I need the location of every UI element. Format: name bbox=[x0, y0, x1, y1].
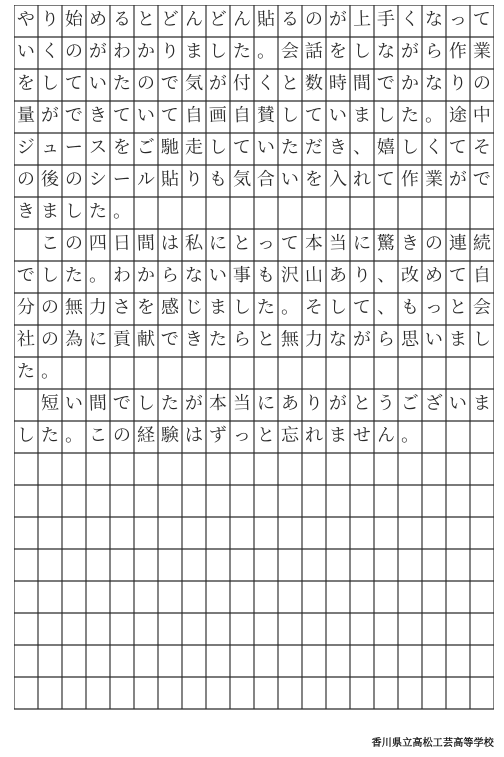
manuscript-character: 自 bbox=[232, 104, 252, 127]
manuscript-character: を bbox=[328, 40, 348, 63]
manuscript-character bbox=[301, 356, 326, 389]
manuscript-character: の bbox=[136, 72, 156, 95]
manuscript-character: っ bbox=[232, 424, 252, 447]
manuscript-character: ら bbox=[424, 40, 444, 63]
manuscript-character: 日 bbox=[112, 232, 132, 255]
manuscript-character: 思 bbox=[400, 328, 420, 351]
essay-line bbox=[14, 165, 494, 197]
handwritten-essay bbox=[14, 5, 494, 447]
manuscript-character: 自 bbox=[472, 264, 492, 287]
manuscript-character: 走 bbox=[184, 136, 204, 159]
manuscript-character: わ bbox=[112, 264, 132, 287]
manuscript-character: ま bbox=[184, 40, 204, 63]
manuscript-character: 作 bbox=[448, 40, 468, 63]
manuscript-character: ど bbox=[208, 8, 228, 31]
manuscript-character: い bbox=[136, 104, 156, 127]
manuscript-character bbox=[445, 356, 470, 389]
manuscript-character: に bbox=[256, 392, 276, 415]
manuscript-character: は bbox=[160, 232, 180, 255]
manuscript-character: れ bbox=[304, 424, 324, 447]
manuscript-character: ス bbox=[88, 136, 108, 159]
manuscript-character: 当 bbox=[232, 392, 252, 415]
manuscript-character: 驚 bbox=[376, 232, 396, 255]
manuscript-character: り bbox=[304, 392, 324, 415]
manuscript-character bbox=[445, 196, 470, 229]
manuscript-character: め bbox=[88, 8, 108, 31]
manuscript-character: い bbox=[208, 264, 228, 287]
manuscript-character: ら bbox=[376, 328, 396, 351]
manuscript-character: 時 bbox=[328, 72, 348, 95]
manuscript-character: た bbox=[400, 104, 420, 127]
manuscript-character: 沢 bbox=[280, 264, 300, 287]
manuscript-character: い bbox=[424, 328, 444, 351]
manuscript-character: た bbox=[232, 40, 252, 63]
manuscript-character: し bbox=[352, 40, 372, 63]
manuscript-character: の bbox=[64, 232, 84, 255]
manuscript-character: こ bbox=[40, 232, 60, 255]
essay-line bbox=[14, 293, 494, 325]
manuscript-character: が bbox=[328, 392, 348, 415]
manuscript-character: ん bbox=[376, 424, 396, 447]
manuscript-character bbox=[229, 356, 254, 389]
manuscript-character: を bbox=[136, 296, 156, 319]
manuscript-character: と bbox=[352, 392, 372, 415]
school-name-footer: 香川県立高松工芸高等学校 bbox=[371, 738, 494, 749]
manuscript-character: 嬉 bbox=[376, 136, 396, 159]
manuscript-character: て bbox=[472, 8, 492, 31]
manuscript-character: 手 bbox=[376, 8, 396, 31]
manuscript-character: 付 bbox=[232, 72, 252, 95]
manuscript-character: い bbox=[448, 392, 468, 415]
manuscript-character: シ bbox=[88, 168, 108, 191]
manuscript-character: に bbox=[208, 232, 228, 255]
manuscript-character: 入 bbox=[328, 168, 348, 191]
manuscript-character: 。 bbox=[64, 424, 84, 447]
essay-line bbox=[14, 101, 494, 133]
manuscript-character: で bbox=[16, 264, 36, 287]
manuscript-character: き bbox=[88, 104, 108, 127]
manuscript-character bbox=[469, 196, 494, 229]
manuscript-character: と bbox=[256, 424, 276, 447]
manuscript-character: の bbox=[40, 328, 60, 351]
manuscript-character: ル bbox=[136, 168, 156, 191]
manuscript-character bbox=[397, 196, 422, 229]
manuscript-character: 為 bbox=[64, 328, 84, 351]
manuscript-character: 間 bbox=[136, 232, 156, 255]
manuscript-character: の bbox=[472, 72, 492, 95]
manuscript-character: き bbox=[16, 200, 36, 223]
manuscript-character: も bbox=[208, 168, 228, 191]
manuscript-character: し bbox=[232, 296, 252, 319]
manuscript-character: 続 bbox=[472, 232, 492, 255]
manuscript-character: て bbox=[64, 72, 84, 95]
manuscript-character: 忘 bbox=[280, 424, 300, 447]
manuscript-character bbox=[277, 196, 302, 229]
manuscript-character bbox=[253, 356, 278, 389]
manuscript-character: 献 bbox=[136, 328, 156, 351]
essay-line bbox=[14, 5, 494, 37]
manuscript-character: の bbox=[112, 424, 132, 447]
manuscript-character: を bbox=[304, 168, 324, 191]
manuscript-character: で bbox=[160, 328, 180, 351]
essay-line bbox=[14, 261, 494, 293]
manuscript-character: が bbox=[448, 168, 468, 191]
manuscript-character: の bbox=[64, 168, 84, 191]
manuscript-character: 会 bbox=[280, 40, 300, 63]
manuscript-character: と bbox=[448, 296, 468, 319]
manuscript-character: て bbox=[448, 264, 468, 287]
manuscript-character: あ bbox=[280, 392, 300, 415]
manuscript-character: 。 bbox=[40, 360, 60, 383]
manuscript-character: し bbox=[376, 104, 396, 127]
manuscript-character: あ bbox=[328, 264, 348, 287]
manuscript-character: と bbox=[280, 72, 300, 95]
manuscript-character: 。 bbox=[424, 104, 444, 127]
manuscript-character: 本 bbox=[304, 232, 324, 255]
manuscript-character: め bbox=[424, 264, 444, 287]
manuscript-character: さ bbox=[112, 296, 132, 319]
manuscript-character: 力 bbox=[88, 296, 108, 319]
manuscript-character: な bbox=[328, 328, 348, 351]
manuscript-character: し bbox=[40, 264, 60, 287]
manuscript-character: し bbox=[472, 328, 492, 351]
manuscript-character: く bbox=[424, 136, 444, 159]
manuscript-character: ざ bbox=[424, 392, 444, 415]
manuscript-character: 貢 bbox=[112, 328, 132, 351]
manuscript-character: 事 bbox=[232, 264, 252, 287]
manuscript-character: だ bbox=[304, 136, 324, 159]
manuscript-character: な bbox=[184, 264, 204, 287]
manuscript-character: り bbox=[352, 264, 372, 287]
manuscript-character: た bbox=[160, 392, 180, 415]
manuscript-character: や bbox=[16, 8, 36, 31]
manuscript-character: り bbox=[160, 40, 180, 63]
manuscript-character: 、 bbox=[376, 296, 396, 319]
manuscript-character: が bbox=[352, 328, 372, 351]
manuscript-character: っ bbox=[424, 296, 444, 319]
manuscript-character: 間 bbox=[352, 72, 372, 95]
manuscript-character: 量 bbox=[16, 104, 36, 127]
manuscript-character: い bbox=[64, 392, 84, 415]
manuscript-character: そ bbox=[304, 296, 324, 319]
manuscript-character bbox=[469, 356, 494, 389]
manuscript-character: て bbox=[376, 168, 396, 191]
manuscript-character: を bbox=[112, 136, 132, 159]
manuscript-character: し bbox=[208, 40, 228, 63]
manuscript-character: う bbox=[376, 392, 396, 415]
manuscript-character: 連 bbox=[448, 232, 468, 255]
manuscript-character: し bbox=[400, 136, 420, 159]
manuscript-character: 経 bbox=[136, 424, 156, 447]
manuscript-character: た bbox=[280, 136, 300, 159]
manuscript-character: の bbox=[304, 8, 324, 31]
manuscript-character: で bbox=[64, 104, 84, 127]
manuscript-character: ご bbox=[400, 392, 420, 415]
essay-line bbox=[14, 389, 494, 421]
manuscript-character: の bbox=[424, 232, 444, 255]
manuscript-character: 験 bbox=[160, 424, 180, 447]
manuscript-character: 、 bbox=[352, 136, 372, 159]
manuscript-character: き bbox=[328, 136, 348, 159]
manuscript-character: い bbox=[280, 168, 300, 191]
manuscript-character: っ bbox=[256, 232, 276, 255]
essay-line bbox=[14, 229, 494, 261]
manuscript-character: れ bbox=[352, 168, 372, 191]
manuscript-character bbox=[325, 196, 350, 229]
manuscript-character: ら bbox=[232, 328, 252, 351]
manuscript-character: が bbox=[88, 40, 108, 63]
manuscript-character: 画 bbox=[208, 104, 228, 127]
manuscript-character: て bbox=[304, 104, 324, 127]
manuscript-character bbox=[421, 196, 446, 229]
manuscript-character: 無 bbox=[64, 296, 84, 319]
manuscript-character bbox=[373, 196, 398, 229]
manuscript-character: 始 bbox=[64, 8, 84, 31]
manuscript-character: た bbox=[40, 424, 60, 447]
manuscript-character bbox=[325, 356, 350, 389]
manuscript-character: ュ bbox=[40, 136, 60, 159]
manuscript-character: ら bbox=[160, 264, 180, 287]
manuscript-character bbox=[157, 196, 182, 229]
manuscript-character: こ bbox=[88, 424, 108, 447]
essay-line bbox=[14, 37, 494, 69]
manuscript-character: し bbox=[208, 136, 228, 159]
manuscript-character: 作 bbox=[400, 168, 420, 191]
manuscript-character: 数 bbox=[304, 72, 324, 95]
manuscript-character bbox=[469, 420, 494, 453]
manuscript-character: 。 bbox=[280, 296, 300, 319]
manuscript-character: 会 bbox=[472, 296, 492, 319]
manuscript-character: た bbox=[112, 72, 132, 95]
manuscript-character bbox=[109, 356, 134, 389]
manuscript-character: く bbox=[400, 8, 420, 31]
manuscript-character: た bbox=[64, 264, 84, 287]
manuscript-character bbox=[85, 356, 110, 389]
manuscript-character: ー bbox=[64, 136, 84, 159]
manuscript-character bbox=[205, 196, 230, 229]
manuscript-character bbox=[253, 196, 278, 229]
manuscript-character bbox=[421, 420, 446, 453]
essay-line bbox=[14, 197, 494, 229]
manuscript-character: と bbox=[232, 232, 252, 255]
manuscript-character: が bbox=[40, 104, 60, 127]
essay-line bbox=[14, 133, 494, 165]
manuscript-character: て bbox=[280, 232, 300, 255]
manuscript-character bbox=[13, 388, 38, 421]
manuscript-character: 話 bbox=[304, 40, 324, 63]
manuscript-character: 上 bbox=[352, 8, 372, 31]
manuscript-character bbox=[349, 196, 374, 229]
manuscript-character: て bbox=[112, 104, 132, 127]
manuscript-character: 。 bbox=[256, 40, 276, 63]
manuscript-character: 賛 bbox=[256, 104, 276, 127]
manuscript-character: と bbox=[136, 8, 156, 31]
manuscript-character: て bbox=[232, 136, 252, 159]
manuscript-character: 後 bbox=[40, 168, 60, 191]
manuscript-character: 短 bbox=[40, 392, 60, 415]
manuscript-character: 分 bbox=[16, 296, 36, 319]
manuscript-character: で bbox=[112, 392, 132, 415]
manuscript-character: る bbox=[280, 8, 300, 31]
manuscript-character: の bbox=[64, 40, 84, 63]
manuscript-character bbox=[277, 356, 302, 389]
manuscript-character: 。 bbox=[88, 264, 108, 287]
manuscript-character: 馳 bbox=[160, 136, 180, 159]
manuscript-character: の bbox=[40, 296, 60, 319]
manuscript-character: 業 bbox=[472, 40, 492, 63]
manuscript-character: い bbox=[16, 40, 36, 63]
manuscript-character: た bbox=[208, 328, 228, 351]
manuscript-character: り bbox=[448, 72, 468, 95]
manuscript-character: も bbox=[400, 296, 420, 319]
manuscript-character: ず bbox=[208, 424, 228, 447]
essay-line bbox=[14, 325, 494, 357]
manuscript-character: ー bbox=[112, 168, 132, 191]
manuscript-character: し bbox=[136, 392, 156, 415]
manuscript-character: が bbox=[328, 8, 348, 31]
manuscript-character: が bbox=[208, 72, 228, 95]
manuscript-character: ま bbox=[328, 424, 348, 447]
manuscript-character: わ bbox=[112, 40, 132, 63]
manuscript-character: に bbox=[352, 232, 372, 255]
manuscript-character: か bbox=[136, 264, 156, 287]
manuscript-character: き bbox=[184, 328, 204, 351]
manuscript-character: 私 bbox=[184, 232, 204, 255]
manuscript-character: の bbox=[16, 168, 36, 191]
manuscript-character: く bbox=[40, 40, 60, 63]
manuscript-character: 気 bbox=[232, 168, 252, 191]
manuscript-character: と bbox=[256, 328, 276, 351]
manuscript-character: ま bbox=[40, 200, 60, 223]
manuscript-character bbox=[421, 356, 446, 389]
manuscript-character: な bbox=[424, 72, 444, 95]
manuscript-character: 。 bbox=[400, 424, 420, 447]
manuscript-character: ま bbox=[448, 328, 468, 351]
manuscript-character: り bbox=[184, 168, 204, 191]
essay-line bbox=[14, 357, 494, 389]
manuscript-character: 力 bbox=[304, 328, 324, 351]
manuscript-character: そ bbox=[472, 136, 492, 159]
manuscript-character: 業 bbox=[424, 168, 444, 191]
manuscript-character: が bbox=[184, 392, 204, 415]
manuscript-character: 貼 bbox=[256, 8, 276, 31]
manuscript-character: 当 bbox=[328, 232, 348, 255]
manuscript-character: 間 bbox=[88, 392, 108, 415]
manuscript-character: に bbox=[88, 328, 108, 351]
manuscript-character bbox=[157, 356, 182, 389]
manuscript-character: い bbox=[328, 104, 348, 127]
manuscript-character: し bbox=[40, 72, 60, 95]
manuscript-character: ジ bbox=[16, 136, 36, 159]
manuscript-character: 社 bbox=[16, 328, 36, 351]
manuscript-character: 本 bbox=[208, 392, 228, 415]
manuscript-character: で bbox=[472, 168, 492, 191]
manuscript-character: 感 bbox=[160, 296, 180, 319]
manuscript-character: た bbox=[256, 296, 276, 319]
manuscript-character: 合 bbox=[256, 168, 276, 191]
manuscript-character: ま bbox=[352, 104, 372, 127]
manuscript-character bbox=[13, 228, 38, 261]
manuscript-character: い bbox=[88, 72, 108, 95]
manuscript-character: 四 bbox=[88, 232, 108, 255]
manuscript-character bbox=[181, 196, 206, 229]
essay-line bbox=[14, 421, 494, 453]
manuscript-character: し bbox=[16, 424, 36, 447]
manuscript-character: て bbox=[448, 136, 468, 159]
manuscript-character: ん bbox=[232, 8, 252, 31]
manuscript-character: 改 bbox=[400, 264, 420, 287]
manuscript-character: か bbox=[400, 72, 420, 95]
manuscript-character bbox=[349, 356, 374, 389]
manuscript-character: て bbox=[352, 296, 372, 319]
manuscript-character: で bbox=[376, 72, 396, 95]
manuscript-character: り bbox=[40, 8, 60, 31]
manuscript-character: く bbox=[256, 72, 276, 95]
essay-line bbox=[14, 69, 494, 101]
manuscript-character bbox=[133, 196, 158, 229]
manuscript-character: 山 bbox=[304, 264, 324, 287]
manuscript-character: し bbox=[328, 296, 348, 319]
manuscript-character: な bbox=[376, 40, 396, 63]
manuscript-character bbox=[133, 356, 158, 389]
manuscript-character: を bbox=[16, 72, 36, 95]
manuscript-character: て bbox=[160, 104, 180, 127]
manuscript-character: 途 bbox=[448, 104, 468, 127]
manuscript-character: い bbox=[256, 136, 276, 159]
manuscript-character bbox=[397, 356, 422, 389]
manuscript-character: き bbox=[400, 232, 420, 255]
manuscript-character: 無 bbox=[280, 328, 300, 351]
manuscript-character: る bbox=[112, 8, 132, 31]
manuscript-character: っ bbox=[448, 8, 468, 31]
manuscript-character bbox=[205, 356, 230, 389]
manuscript-character: 自 bbox=[184, 104, 204, 127]
manuscript-character: ん bbox=[184, 8, 204, 31]
manuscript-character: た bbox=[16, 360, 36, 383]
manuscript-character bbox=[373, 356, 398, 389]
manuscript-character: 貼 bbox=[160, 168, 180, 191]
manuscript-character: ご bbox=[136, 136, 156, 159]
manuscript-character: し bbox=[280, 104, 300, 127]
manuscript-character: は bbox=[184, 424, 204, 447]
manuscript-character: ま bbox=[472, 392, 492, 415]
manuscript-character: じ bbox=[184, 296, 204, 319]
manuscript-character: 中 bbox=[472, 104, 492, 127]
manuscript-character: ど bbox=[160, 8, 180, 31]
manuscript-character: も bbox=[256, 264, 276, 287]
manuscript-character: 。 bbox=[112, 200, 132, 223]
manuscript-character bbox=[181, 356, 206, 389]
manuscript-character bbox=[61, 356, 86, 389]
manuscript-character: で bbox=[160, 72, 180, 95]
manuscript-character: ま bbox=[208, 296, 228, 319]
manuscript-character: な bbox=[424, 8, 444, 31]
manuscript-character: せ bbox=[352, 424, 372, 447]
manuscript-character: が bbox=[400, 40, 420, 63]
manuscript-character bbox=[229, 196, 254, 229]
manuscript-character: た bbox=[88, 200, 108, 223]
manuscript-character: 気 bbox=[184, 72, 204, 95]
manuscript-character bbox=[445, 420, 470, 453]
manuscript-character bbox=[301, 196, 326, 229]
manuscript-character: か bbox=[136, 40, 156, 63]
manuscript-character: し bbox=[64, 200, 84, 223]
manuscript-character: 、 bbox=[376, 264, 396, 287]
